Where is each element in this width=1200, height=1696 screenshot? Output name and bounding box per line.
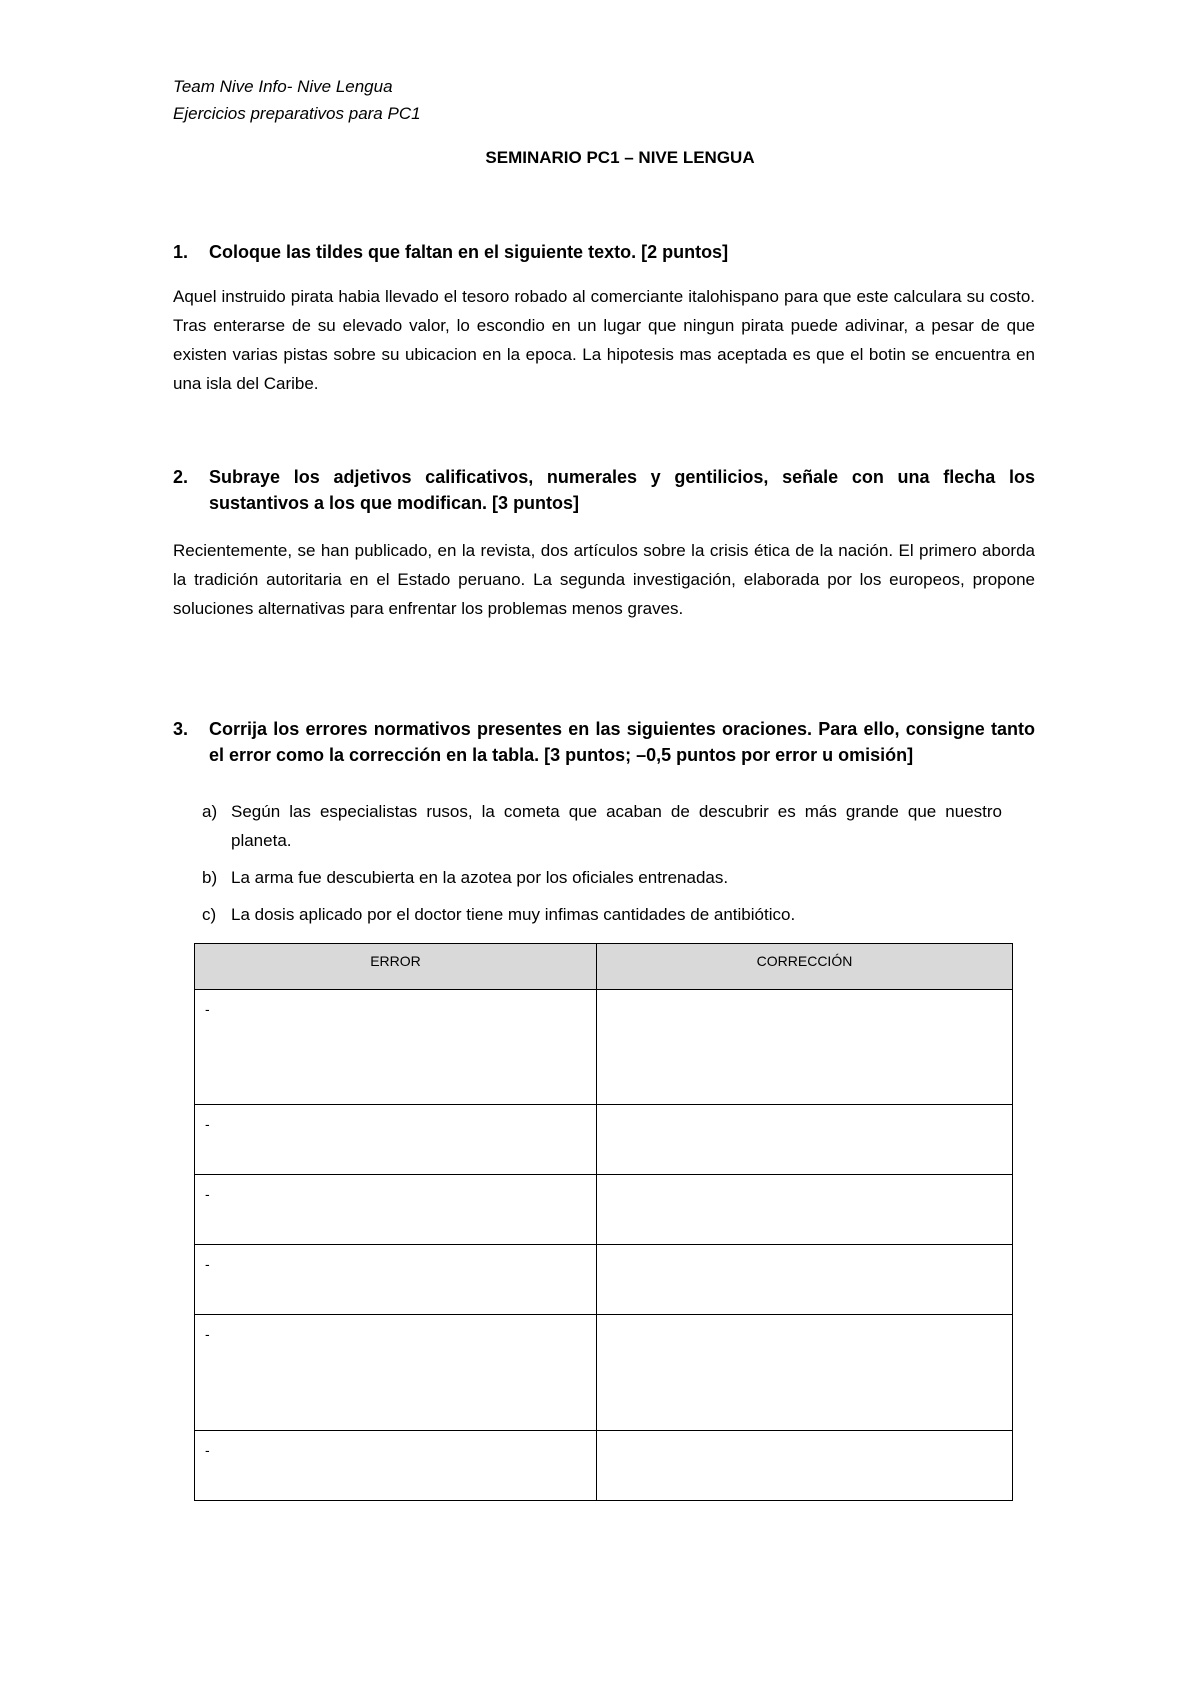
error-cell[interactable]: - xyxy=(195,1105,597,1175)
question-1-number: 1. xyxy=(173,242,189,262)
table-row xyxy=(195,1315,1013,1431)
question-1-heading xyxy=(173,239,1035,265)
correction-cell[interactable] xyxy=(597,990,1013,1105)
sentence-item xyxy=(202,797,1002,855)
header-team-line: Team Nive Info- Nive Lengua xyxy=(173,77,393,96)
question-2-paragraph: Recientemente, se han publicado, en la revista, dos artículos sobre la crisis ética de la nación. El primero aborda la tradición autoritaria en el Estado peruano. La segunda investigación, elaborada por los europeos, propone soluciones alternativas para enfrentar los problemas menos graves. xyxy=(173,541,1035,618)
correction-cell[interactable] xyxy=(597,1175,1013,1245)
error-cell[interactable]: - xyxy=(195,1175,597,1245)
question-3-number: 3. xyxy=(173,719,189,739)
sentence-text: La arma fue descubierta en la azotea por los oficiales entrenadas. xyxy=(231,868,729,887)
table-row xyxy=(195,1431,1013,1501)
page-title: SEMINARIO PC1 – NIVE LENGUA xyxy=(485,148,755,167)
sentence-marker: c) xyxy=(202,905,217,924)
table-header-correction: CORRECCIÓN xyxy=(597,944,1013,990)
header-subtitle-line: Ejercicios preparativos para PC1 xyxy=(173,104,421,123)
answer-table xyxy=(194,943,1013,1501)
sentence-item xyxy=(202,900,1002,929)
question-2-heading xyxy=(173,464,1035,516)
correction-cell[interactable] xyxy=(597,1245,1013,1315)
sentence-list xyxy=(202,797,1002,937)
error-cell[interactable]: - xyxy=(195,1245,597,1315)
question-2-text: Subraye los adjetivos calificativos, numerales y gentilicios, señale con una flecha los sustantivos a los que modifican. [3 puntos] xyxy=(209,467,1035,513)
question-2-number: 2. xyxy=(173,467,189,487)
error-cell[interactable]: - xyxy=(195,990,597,1105)
correction-cell[interactable] xyxy=(597,1105,1013,1175)
question-1-text: Coloque las tildes que faltan en el siguiente texto. [2 puntos] xyxy=(209,242,729,262)
table-row xyxy=(195,990,1013,1105)
sentence-text: La dosis aplicado por el doctor tiene muy infimas cantidades de antibiótico. xyxy=(231,905,796,924)
question-3-heading xyxy=(173,716,1035,768)
question-1-paragraph: Aquel instruido pirata habia llevado el tesoro robado al comerciante italohispano para que este calculara su costo. Tras enterarse de su elevado valor, lo escondio en un lugar que ningun pirata puede adivinar, a pesar de que existen varias pistas sobre su ubicacion en la epoca. La hipotesis mas aceptada es que el botin se encuentra en una isla del Caribe. xyxy=(173,287,1035,393)
sentence-marker: b) xyxy=(202,868,218,887)
sentence-marker: a) xyxy=(202,802,218,821)
table-row xyxy=(195,1105,1013,1175)
error-cell[interactable]: - xyxy=(195,1315,597,1431)
table-row xyxy=(195,1245,1013,1315)
sentence-text: Según las especialistas rusos, la cometa que acaban de descubrir es más grande que nuestro planeta. xyxy=(231,802,1002,850)
sentence-item xyxy=(202,863,1002,892)
question-3-text: Corrija los errores normativos presentes en las siguientes oraciones. Para ello, consigne tanto el error como la corrección en la tabla. [3 puntos; –0,5 puntos por error u omisión] xyxy=(209,719,1035,765)
correction-cell[interactable] xyxy=(597,1315,1013,1431)
table-header-error: ERROR xyxy=(195,944,597,990)
table-row xyxy=(195,1175,1013,1245)
correction-cell[interactable] xyxy=(597,1431,1013,1501)
error-cell[interactable]: - xyxy=(195,1431,597,1501)
table-header-row xyxy=(195,944,1013,990)
